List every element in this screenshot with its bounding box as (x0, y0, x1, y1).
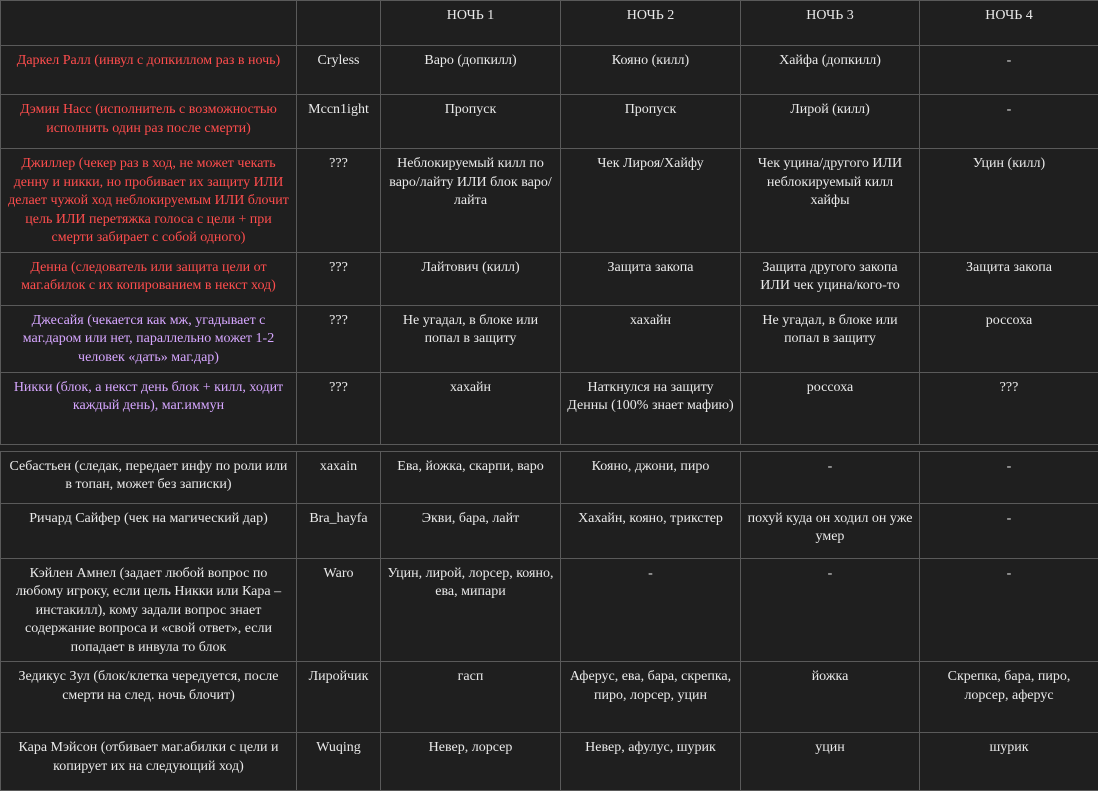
night-4-cell: Уцин (килл) (920, 149, 1098, 253)
separator-cell (1, 444, 1098, 451)
role-cell: Джиллер (чекер раз в ход, не может чекать денну и никки, но пробивает их защиту ИЛИ делает чужой ход неблокируемым ИЛИ блочит цель ИЛИ перетяжка голоса с цели + при смерти забирает с собой одного) (1, 149, 297, 253)
night-1-cell: гасп (381, 662, 561, 733)
night-3-cell: россоха (741, 372, 920, 444)
player-cell: Wuqing (297, 733, 381, 791)
table-row (1, 372, 1098, 444)
night-1-cell: Неблокируемый килл по варо/лайту ИЛИ блок варо/лайта (381, 149, 561, 253)
role-cell: Джесайя (чекается как мж, угадывает с маг.даром или нет, параллельно может 1-2 человек «дать» маг.дар) (1, 305, 297, 372)
header-role-cell (1, 1, 297, 46)
role-cell: Никки (блок, а некст день блок + килл, ходит каждый день), маг.иммун (1, 372, 297, 444)
night-1-cell: Уцин, лирой, лорсер, кояно, ева, мипари (381, 558, 561, 662)
table-row (1, 451, 1098, 503)
table-row (1, 252, 1098, 305)
night-1-cell: Лайтович (килл) (381, 252, 561, 305)
night-3-cell: - (741, 558, 920, 662)
night-4-cell: ??? (920, 372, 1098, 444)
table-row (1, 95, 1098, 149)
table-row (1, 558, 1098, 662)
role-cell: Кара Мэйсон (отбивает маг.абилки с цели и копирует их на следующий ход) (1, 733, 297, 791)
night-3-cell: Чек уцина/другого ИЛИ неблокируемый килл хайфы (741, 149, 920, 253)
table-row (1, 662, 1098, 733)
night-4-cell: - (920, 46, 1098, 95)
night-1-cell: Невер, лорсер (381, 733, 561, 791)
night-4-cell: шурик (920, 733, 1098, 791)
table-row (1, 733, 1098, 791)
header-night-3: НОЧЬ 3 (741, 1, 920, 46)
role-cell: Кэйлен Амнел (задает любой вопрос по любому игроку, если цель Никки или Кара – инстакилл), кому задали вопрос знает содержание вопроса и «свой ответ», если попадает в инвула то блок (1, 558, 297, 662)
role-cell: Зедикус Зул (блок/клетка чередуется, после смерти на след. ночь блочит) (1, 662, 297, 733)
role-cell: Себастьен (следак, передает инфу по роли или в топан, может без записки) (1, 451, 297, 503)
night-2-cell: хахайн (561, 305, 741, 372)
night-3-cell: йожка (741, 662, 920, 733)
player-cell: Waro (297, 558, 381, 662)
table-row (1, 149, 1098, 253)
night-4-cell: - (920, 451, 1098, 503)
role-cell: Даркел Ралл (инвул с допкиллом раз в ночь) (1, 46, 297, 95)
player-cell: Cryless (297, 46, 381, 95)
night-4-cell: Скрепка, бара, пиро, лорсер, аферус (920, 662, 1098, 733)
table-row (1, 305, 1098, 372)
night-2-cell: Защита закопа (561, 252, 741, 305)
night-1-cell: хахайн (381, 372, 561, 444)
night-3-cell: Защита другого закопа ИЛИ чек уцина/кого-то (741, 252, 920, 305)
night-3-cell: Лирой (килл) (741, 95, 920, 149)
player-cell: ??? (297, 305, 381, 372)
player-cell: ??? (297, 372, 381, 444)
header-night-4: НОЧЬ 4 (920, 1, 1098, 46)
night-1-cell: Ева, йожка, скарпи, варо (381, 451, 561, 503)
header-player-cell (297, 1, 381, 46)
night-2-cell: Невер, афулус, шурик (561, 733, 741, 791)
night-1-cell: Пропуск (381, 95, 561, 149)
night-4-cell: - (920, 558, 1098, 662)
header-night-1: НОЧЬ 1 (381, 1, 561, 46)
role-cell: Ричард Сайфер (чек на магический дар) (1, 503, 297, 558)
player-cell: Лиройчик (297, 662, 381, 733)
night-3-cell: - (741, 451, 920, 503)
night-2-cell: Чек Лироя/Хайфу (561, 149, 741, 253)
player-cell: ??? (297, 252, 381, 305)
player-cell: ??? (297, 149, 381, 253)
header-row (1, 1, 1098, 46)
night-3-cell: Не угадал, в блоке или попал в защиту (741, 305, 920, 372)
player-cell: xaxain (297, 451, 381, 503)
player-cell: Bra_hayfa (297, 503, 381, 558)
section-separator (1, 444, 1098, 451)
night-1-cell: Не угадал, в блоке или попал в защиту (381, 305, 561, 372)
role-cell: Дэмин Насс (исполнитель с возможностью исполнить один раз после смерти) (1, 95, 297, 149)
night-2-cell: Пропуск (561, 95, 741, 149)
night-2-cell: Кояно (килл) (561, 46, 741, 95)
night-4-cell: - (920, 503, 1098, 558)
night-2-cell: Наткнулся на защиту Денны (100% знает мафию) (561, 372, 741, 444)
night-3-cell: уцин (741, 733, 920, 791)
night-2-cell: Хахайн, кояно, трикстер (561, 503, 741, 558)
table-row (1, 503, 1098, 558)
night-1-cell: Варо (допкилл) (381, 46, 561, 95)
player-cell: Mccn1ight (297, 95, 381, 149)
night-2-cell: Аферус, ева, бара, скрепка, пиро, лорсер, уцин (561, 662, 741, 733)
table-row (1, 46, 1098, 95)
night-2-cell: Кояно, джони, пиро (561, 451, 741, 503)
night-1-cell: Экви, бара, лайт (381, 503, 561, 558)
night-3-cell: Хайфа (допкилл) (741, 46, 920, 95)
night-2-cell: - (561, 558, 741, 662)
night-4-cell: Защита закопа (920, 252, 1098, 305)
night-4-cell: - (920, 95, 1098, 149)
header-night-2: НОЧЬ 2 (561, 1, 741, 46)
night-3-cell: похуй куда он ходил он уже умер (741, 503, 920, 558)
night-4-cell: россоха (920, 305, 1098, 372)
role-cell: Денна (следователь или защита цели от маг.абилок с их копированием в некст ход) (1, 252, 297, 305)
